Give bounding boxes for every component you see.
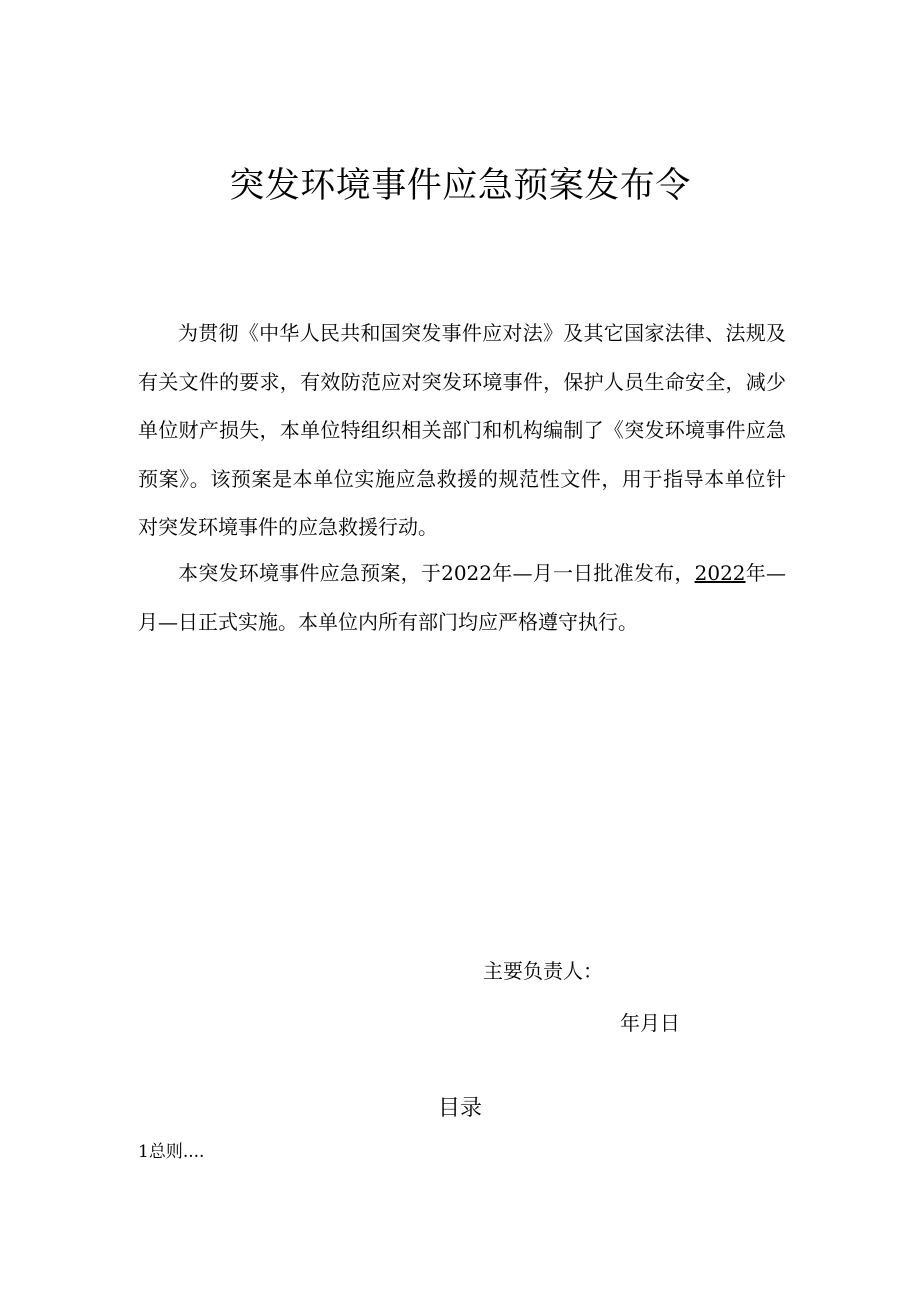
implementation-text-part-1: 本突发环境事件应急预案，于2022年—月一日批准发布， xyxy=(178,561,695,585)
release-paragraph: 为贯彻《中华人民共和国突发事件应对法》及其它国家法律、法规及有关文件的要求，有效防范应对突发环境事件，保护人员生命安全，减少单位财产损失，本单位特组织相关部门和机构编制了《突发环境事件应急预案》。该预案是本单位实施应急救援的规范性文件，用于指导本单位针对突发环境事件的应急救援行动。 xyxy=(138,321,786,539)
table-of-contents-title: 目录 xyxy=(437,1096,482,1121)
implementation-text-part-2: 年—月—日正式实施。本单位内所有部门均应严格遵守执行。 xyxy=(138,561,787,634)
toc-item-general-provisions: 1总则.... xyxy=(138,1142,205,1162)
date-label: 年月日 xyxy=(620,1011,680,1035)
document-title: 突发环境事件应急预案发布令 xyxy=(229,166,691,206)
underlined-year: 2022 xyxy=(694,561,746,585)
responsible-person-label: 主要负责人： xyxy=(483,959,603,983)
implementation-paragraph xyxy=(138,549,786,646)
